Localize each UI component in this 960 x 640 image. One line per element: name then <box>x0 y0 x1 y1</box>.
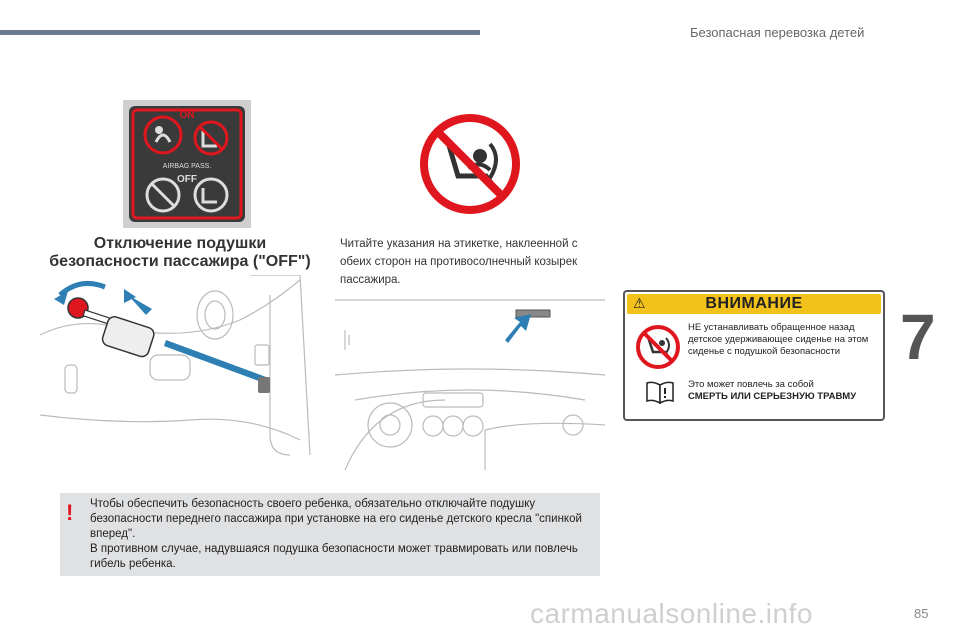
svg-text:AIRBAG PASS.: AIRBAG PASS. <box>162 163 212 170</box>
consequence-emphasis: СМЕРТЬ ИЛИ СЕРЬЕЗНУЮ ТРАВМУ <box>688 391 857 402</box>
chapter-number: 7 <box>900 301 936 373</box>
warning-title: ВНИМАНИЕ <box>705 295 803 312</box>
key-switch-illustration <box>40 275 330 470</box>
section-title: Безопасная перевозка детей <box>690 25 865 40</box>
watermark: carmanualsonline.info <box>530 598 813 629</box>
airbag-status-panel <box>123 100 251 228</box>
warning-triangle-icon: ⚠ <box>633 295 646 311</box>
warning-instruction-text: НЕ устанавливать обращенное назад детское удерживающее сиденье на этом сиденье с подушкой безопасности <box>688 322 869 357</box>
header-accent-bar <box>0 30 480 35</box>
no-rear-facing-seat-icon <box>418 112 522 216</box>
notice-paragraph-1: Чтобы обеспечить безопасность своего ребенка, обязательно отключайте подушку безопасности переднего пассажира при установке на его сиденье детского кресла "спинкой вперед". <box>90 498 582 540</box>
airbag-warning-label <box>623 290 885 421</box>
sun-visor-illustration <box>335 290 605 470</box>
warning-header <box>627 294 881 314</box>
no-rear-facing-seat-small-icon <box>635 324 681 370</box>
svg-text:ON: ON <box>179 110 195 121</box>
visor-arrow-icon <box>505 314 531 343</box>
consequence-line: Это может повлечь за собой <box>688 379 814 390</box>
notice-paragraph-2: В противном случае, надувшаяся подушка безопасности может травмировать или повлечь гибель ребенка. <box>90 543 578 570</box>
svg-text:OFF: OFF <box>177 174 197 185</box>
safety-notice-text <box>90 497 595 572</box>
exclamation-icon: ! <box>66 500 74 525</box>
sun-visor-instruction: Читайте указания на этикетке, наклеенной с обеих сторон на противосолнечный козырек пассажира. <box>340 238 578 286</box>
manual-book-icon <box>645 380 675 404</box>
page-number: 85 <box>914 606 929 621</box>
sun-visor-label <box>516 310 550 317</box>
warning-consequence-text <box>688 379 883 403</box>
page-heading: Отключение подушки безопасности пассажира ("OFF") <box>49 235 311 270</box>
